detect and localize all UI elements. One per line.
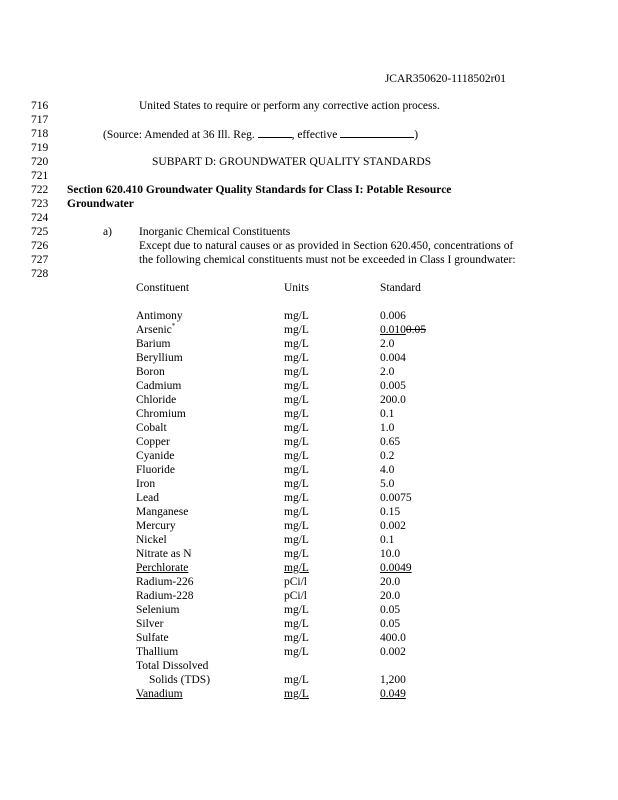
- standard-text: 0.1: [380, 408, 395, 420]
- units-value: mg/L: [284, 436, 309, 448]
- standard-text: 0.049: [380, 688, 406, 700]
- units-value: mg/L: [284, 366, 309, 378]
- standard-deleted-text: 0.05: [405, 324, 426, 336]
- line-number: 719: [31, 142, 49, 154]
- standard-value: [380, 435, 400, 449]
- constituent-label: Mercury: [136, 520, 176, 532]
- standard-text: 0.0049: [380, 562, 412, 574]
- constituent-label: Solids (TDS): [149, 674, 211, 686]
- standard-value: [380, 673, 406, 687]
- units-value: mg/L: [284, 464, 309, 476]
- standard-value: [380, 323, 426, 337]
- constituent-name: [136, 449, 174, 463]
- constituent-label: Vanadium: [136, 688, 183, 700]
- units-value: mg/L: [284, 534, 309, 546]
- units-value: mg/L: [284, 380, 309, 392]
- units-value: mg/L: [284, 450, 309, 462]
- line-number: 728: [31, 268, 49, 280]
- standard-text: 0.005: [380, 380, 406, 392]
- constituent-name: [136, 365, 165, 379]
- constituent-name: [136, 617, 163, 631]
- constituent-label: Perchlorate: [136, 562, 189, 574]
- constituent-name: [136, 575, 194, 589]
- standard-text: 20.0: [380, 576, 401, 588]
- units-value: mg/L: [284, 646, 309, 658]
- constituent-label: Antimony: [136, 310, 183, 322]
- standard-text: 0.006: [380, 310, 406, 322]
- line-number: 721: [31, 170, 49, 182]
- constituent-name: [136, 547, 192, 561]
- constituent-label: Total Dissolved: [136, 660, 209, 672]
- line-number: 726: [31, 240, 49, 252]
- constituent-name: [136, 505, 188, 519]
- constituent-name: [136, 421, 167, 435]
- constituent-name: [136, 407, 186, 421]
- constituent-label: Iron: [136, 478, 156, 490]
- units-value: mg/L: [284, 562, 309, 574]
- standard-value: [380, 491, 412, 505]
- standard-value: [380, 449, 394, 463]
- constituent-label: Selenium: [136, 604, 180, 616]
- subpart-title: SUBPART D: GROUNDWATER QUALITY STANDARDS: [152, 156, 432, 168]
- constituent-label: Boron: [136, 366, 165, 378]
- standard-value: [380, 379, 406, 393]
- constituent-label: Nickel: [136, 534, 167, 546]
- standard-value: [380, 519, 406, 533]
- standard-text: 200.0: [380, 394, 406, 406]
- source-suffix: ): [414, 129, 419, 141]
- line-number: 716: [31, 100, 49, 112]
- standard-value: [380, 309, 406, 323]
- units-value: mg/L: [284, 492, 309, 504]
- header-constituent: Constituent: [136, 282, 190, 294]
- constituents-table: [136, 281, 456, 701]
- standard-text: 0.002: [380, 520, 406, 532]
- constituent-name: [136, 631, 169, 645]
- standard-value: [380, 351, 406, 365]
- constituent-label: Barium: [136, 338, 171, 350]
- constituent-label: Radium-228: [136, 590, 194, 602]
- line-number: 725: [31, 226, 49, 238]
- standard-value: [380, 547, 400, 561]
- standard-text: 1.0: [380, 422, 395, 434]
- standard-text: 0.05: [380, 618, 401, 630]
- standard-text: 20.0: [380, 590, 401, 602]
- units-value: mg/L: [284, 310, 309, 322]
- standard-text: 0.004: [380, 352, 406, 364]
- header-units: Units: [284, 282, 309, 294]
- constituent-label: Cobalt: [136, 422, 167, 434]
- section-heading-line2: Groundwater: [67, 198, 134, 210]
- units-value: mg/L: [284, 324, 309, 336]
- constituent-name: [136, 477, 155, 491]
- constituent-label: Copper: [136, 436, 170, 448]
- units-value: mg/L: [284, 394, 309, 406]
- constituent-label: Chloride: [136, 394, 177, 406]
- source-register-blank: [258, 127, 292, 138]
- units-value: mg/L: [284, 506, 309, 518]
- standard-text: 0.0075: [380, 492, 412, 504]
- constituent-label: Beryllium: [136, 352, 183, 364]
- constituent-name: [136, 379, 181, 393]
- item-label: a): [103, 226, 112, 238]
- standard-text: 0.2: [380, 450, 395, 462]
- item-text-line1: Except due to natural causes or as provided in Section 620.450, concentrations of: [139, 240, 514, 252]
- constituent-name: [136, 491, 159, 505]
- constituent-name: [136, 393, 176, 407]
- source-note: [103, 127, 418, 142]
- source-effective-blank: [340, 127, 414, 138]
- standard-value: [380, 477, 394, 491]
- standard-value: [380, 337, 394, 351]
- standard-value: [380, 617, 400, 631]
- constituent-label: Nitrate as N: [136, 548, 192, 560]
- constituent-name: [136, 463, 175, 477]
- standard-value: [380, 463, 394, 477]
- standard-value: [380, 645, 406, 659]
- constituent-label: Arsenic: [136, 324, 172, 336]
- line-number: 718: [31, 128, 49, 140]
- header-standard: Standard: [380, 282, 421, 294]
- constituent-name: [136, 659, 208, 673]
- standard-value: [380, 589, 400, 603]
- source-mid: , effective: [291, 129, 338, 141]
- units-value: mg/L: [284, 674, 309, 686]
- standard-value: [380, 393, 406, 407]
- line-number: 722: [31, 184, 49, 196]
- constituent-label: Chromium: [136, 408, 186, 420]
- constituent-name: [136, 435, 170, 449]
- footnote-marker: *: [171, 322, 176, 331]
- line-number: 724: [31, 212, 49, 224]
- constituent-name: [136, 323, 175, 337]
- constituent-name: [136, 351, 183, 365]
- item-title: Inorganic Chemical Constituents: [139, 226, 291, 238]
- standard-text: 400.0: [380, 632, 406, 644]
- standard-text: 0.05: [380, 604, 401, 616]
- units-value: mg/L: [284, 478, 309, 490]
- constituent-name: [136, 561, 188, 575]
- standard-value: [380, 575, 400, 589]
- constituent-name: [149, 673, 210, 687]
- standard-value: [380, 631, 406, 645]
- standard-text: 0.65: [380, 436, 401, 448]
- units-value: pCi/l: [284, 576, 308, 588]
- constituent-label: Manganese: [136, 506, 189, 518]
- units-value: mg/L: [284, 618, 309, 630]
- standard-text: 5.0: [380, 478, 395, 490]
- standard-value: [380, 603, 400, 617]
- standard-text: 0.010: [380, 324, 406, 336]
- constituent-name: [136, 309, 183, 323]
- constituent-name: [136, 533, 167, 547]
- units-value: mg/L: [284, 352, 309, 364]
- constituent-name: [136, 687, 183, 701]
- units-value: mg/L: [284, 688, 309, 700]
- standard-value: [380, 561, 412, 575]
- document-id: JCAR350620-1118502r01: [384, 73, 506, 85]
- constituent-label: Silver: [136, 618, 164, 630]
- constituent-name: [136, 589, 194, 603]
- constituent-label: Sulfate: [136, 632, 169, 644]
- line-number: 717: [31, 114, 49, 126]
- standard-text: 1,200: [380, 674, 406, 686]
- constituent-label: Fluoride: [136, 464, 175, 476]
- standard-text: 10.0: [380, 548, 401, 560]
- standard-text: 0.15: [380, 506, 401, 518]
- standard-value: [380, 365, 394, 379]
- line-number: 727: [31, 254, 49, 266]
- units-value: mg/L: [284, 338, 309, 350]
- units-value: mg/L: [284, 422, 309, 434]
- constituent-name: [136, 337, 171, 351]
- standard-text: 0.002: [380, 646, 406, 658]
- constituent-label: Thallium: [136, 646, 179, 658]
- item-text-line2: the following chemical constituents must not be exceeded in Class I groundwater:: [139, 254, 516, 266]
- body-line-716: United States to require or perform any corrective action process.: [139, 100, 440, 112]
- standard-value: [380, 687, 406, 701]
- constituent-label: Lead: [136, 492, 159, 504]
- standard-text: 2.0: [380, 366, 395, 378]
- standard-text: 0.1: [380, 534, 395, 546]
- standard-text: 4.0: [380, 464, 395, 476]
- standard-value: [380, 505, 400, 519]
- section-heading-line1: Section 620.410 Groundwater Quality Standards for Class I: Potable Resource: [67, 184, 452, 196]
- constituent-label: Radium-226: [136, 576, 194, 588]
- units-value: mg/L: [284, 604, 309, 616]
- line-number: 720: [31, 156, 49, 168]
- constituent-label: Cyanide: [136, 450, 175, 462]
- source-prefix: (Source: Amended at 36 Ill. Reg.: [103, 129, 255, 141]
- units-value: mg/L: [284, 632, 309, 644]
- units-value: mg/L: [284, 548, 309, 560]
- line-number: 723: [31, 198, 49, 210]
- standard-value: [380, 407, 394, 421]
- standard-text: 2.0: [380, 338, 395, 350]
- units-value: mg/L: [284, 520, 309, 532]
- constituent-label: Cadmium: [136, 380, 182, 392]
- standard-value: [380, 533, 394, 547]
- units-value: mg/L: [284, 408, 309, 420]
- constituent-name: [136, 603, 179, 617]
- units-value: pCi/l: [284, 590, 308, 602]
- constituent-name: [136, 645, 178, 659]
- standard-value: [380, 421, 394, 435]
- constituent-name: [136, 519, 176, 533]
